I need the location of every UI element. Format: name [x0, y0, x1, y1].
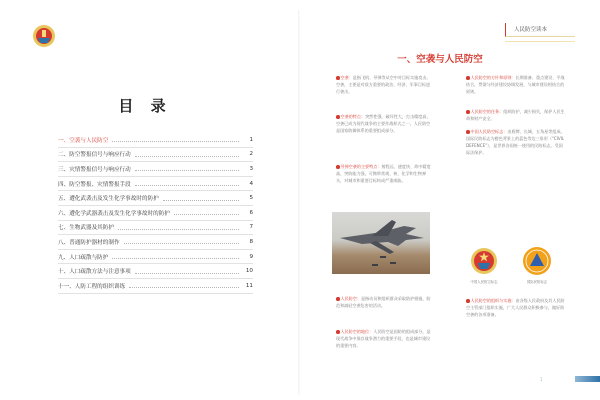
paragraph-lead: 空袭： [340, 75, 353, 80]
paragraph-lead: 导弹空袭的主要特点： [340, 164, 382, 169]
paragraph-lead: 空袭的特点： [340, 114, 366, 119]
paragraph-air-raid [336, 74, 431, 95]
table-of-contents [58, 133, 253, 294]
toc-row [58, 235, 253, 250]
paragraph-civil-air-defense [336, 295, 431, 309]
toc-title: 目 录 [118, 97, 172, 115]
paragraph-missile [336, 163, 431, 184]
toc-leader-dots [112, 258, 239, 259]
toc-leader-dots [174, 214, 239, 215]
civil-air-defense-logo-icon [32, 24, 56, 48]
toc-entry-page: 2 [249, 151, 253, 158]
paragraph-text: 由盾牌、长城、五角星等组成。国际民防标志为橙色背景上的蓝色等边三角形（"CIVIL DEFENCE"），是世界各国统一使用的民防标志，受国际法保护。 [466, 129, 565, 155]
toc-entry-label: 五、遭化武袭击及发生化学事故时的防护 [58, 196, 159, 203]
paragraph-air-raid-features [336, 113, 431, 134]
toc-leader-dots [124, 243, 239, 244]
emblem-caption-china: 中国人民防空标志 [470, 280, 498, 284]
paragraph-text: 组织防护，减少损失，保护人民生命和财产安全。 [466, 109, 565, 121]
bullet-icon [336, 115, 340, 119]
toc-leader-dots [118, 229, 239, 230]
toc-entry-label: 八、普通防护器材的制作 [58, 239, 120, 246]
toc-row [58, 162, 253, 177]
paragraph-lead: 人民防空的组织与实施： [470, 298, 516, 303]
bullet-icon [336, 165, 340, 169]
toc-entry-label: 七、生物武器及其防护 [58, 225, 114, 232]
toc-entry-page: 10 [245, 268, 253, 275]
emblem-caption-international: 国际民防标志 [526, 280, 548, 284]
toc-entry-page: 3 [249, 165, 253, 172]
book-spine [298, 10, 302, 395]
toc-entry-label: 三、灾情警报信号与响应行动 [58, 166, 131, 173]
toc-entry-page: 6 [249, 209, 253, 216]
paragraph-tasks [466, 108, 566, 122]
toc-leader-dots [135, 156, 239, 157]
toc-row [58, 206, 253, 221]
toc-leader-dots [135, 185, 239, 186]
paragraph-emblem [466, 128, 566, 156]
toc-leader-dots [163, 200, 239, 201]
toc-entry-page: 5 [249, 195, 253, 202]
toc-row [58, 133, 253, 148]
paragraph-status [336, 328, 431, 349]
toc-entry-page: 1 [249, 136, 253, 143]
toc-entry-page: 11 [245, 282, 253, 289]
toc-entry-label: 十一、人防工程的组织训练 [58, 283, 126, 290]
section-title: 一、空袭与人民防空 [397, 54, 483, 65]
bullet-icon [336, 330, 340, 334]
toc-entry-page: 7 [249, 224, 253, 231]
paragraph-text: 射程远、速度快、命中精度高，突防能力强，可携带常规、核、化学和生物弹头，对城市和重要目标构成严重威胁。 [336, 164, 431, 183]
toc-row [58, 148, 253, 163]
bullet-icon [466, 76, 470, 80]
header-divider [505, 41, 575, 42]
china-civil-air-defense-emblem-icon [470, 247, 498, 275]
toc-entry-label: 二、防空警报信号与响应行动 [58, 152, 131, 159]
toc-leader-dots [135, 273, 239, 274]
toc-row [58, 250, 253, 265]
bullet-icon [466, 110, 470, 114]
international-civil-defence-emblem-icon [522, 246, 552, 276]
toc-entry-label: 十、人口疏散方法与注意事项 [58, 269, 131, 276]
paragraph-text: 长期准备、重点建设、平战结合，贯彻与经济建设协调发展、与城市建设相结合的原则。 [466, 75, 565, 94]
fighter-jet-photo [332, 212, 430, 274]
toc-leader-dots [129, 287, 239, 288]
toc-leader-dots [135, 170, 239, 171]
paragraph-text: 是指飞机、导弹等从空中对目标实施攻击。空袭，主要是对敌方重要的政治、经济、军事目标进行袭击。 [336, 75, 431, 94]
toc-entry-page: 9 [249, 253, 253, 260]
paragraph-text: 由各级人民政府及其人民防空主管部门组织实施，广大人民群众积极参与，做好防空袭的各项准备。 [466, 298, 565, 317]
paragraph-lead: 中国人民防空标志： [470, 129, 508, 134]
bullet-icon [466, 299, 470, 303]
toc-entry-page: 4 [249, 180, 253, 187]
toc-entry-label: 四、防空警报、灾情警报手段 [58, 181, 131, 188]
paragraph-lead: 人民防空的地位： [340, 329, 374, 334]
running-header: 人民防空读本 [505, 23, 575, 37]
paragraph-lead: 人民防空的任务： [470, 109, 504, 114]
toc-entry-label: 九、人口疏散与防护 [58, 254, 109, 261]
paragraph-text: 是指动员和组织群众采取防护措施，防范和减轻空袭危害的活动。 [336, 296, 431, 308]
bullet-icon [336, 76, 340, 80]
paragraph-organization [466, 297, 566, 318]
toc-row [58, 191, 253, 206]
toc-entry-page: 8 [249, 238, 253, 245]
page-number: 1 [540, 377, 543, 382]
toc-row [58, 177, 253, 192]
toc-row [58, 264, 253, 279]
toc-leader-dots [112, 141, 239, 142]
paragraph-lead: 人民防空： [340, 296, 361, 301]
bullet-icon [336, 297, 340, 301]
paragraph-text: 突然性强，破坏性大，打击精度高，空袭已成为现代战争的主要作战样式之一，人民防空是国家防御体系的重要组成部分。 [336, 114, 431, 133]
toc-row [58, 279, 253, 294]
toc-entry-label: 一、空袭与人民防空 [58, 137, 109, 144]
toc-entry-label: 六、遭化学武器袭击及发生化学事故时的防护 [58, 210, 170, 217]
footer-accent-bar [575, 376, 600, 382]
paragraph-guidelines [466, 74, 566, 95]
paragraph-lead: 人民防空的方针和原则： [470, 75, 516, 80]
toc-row [58, 221, 253, 236]
paragraph-text: 人民防空是国防的组成部分，是现代战争中保存战争潜力的重要手段，也是城市建设的重要内容。 [336, 329, 431, 348]
bullet-icon [466, 130, 470, 134]
